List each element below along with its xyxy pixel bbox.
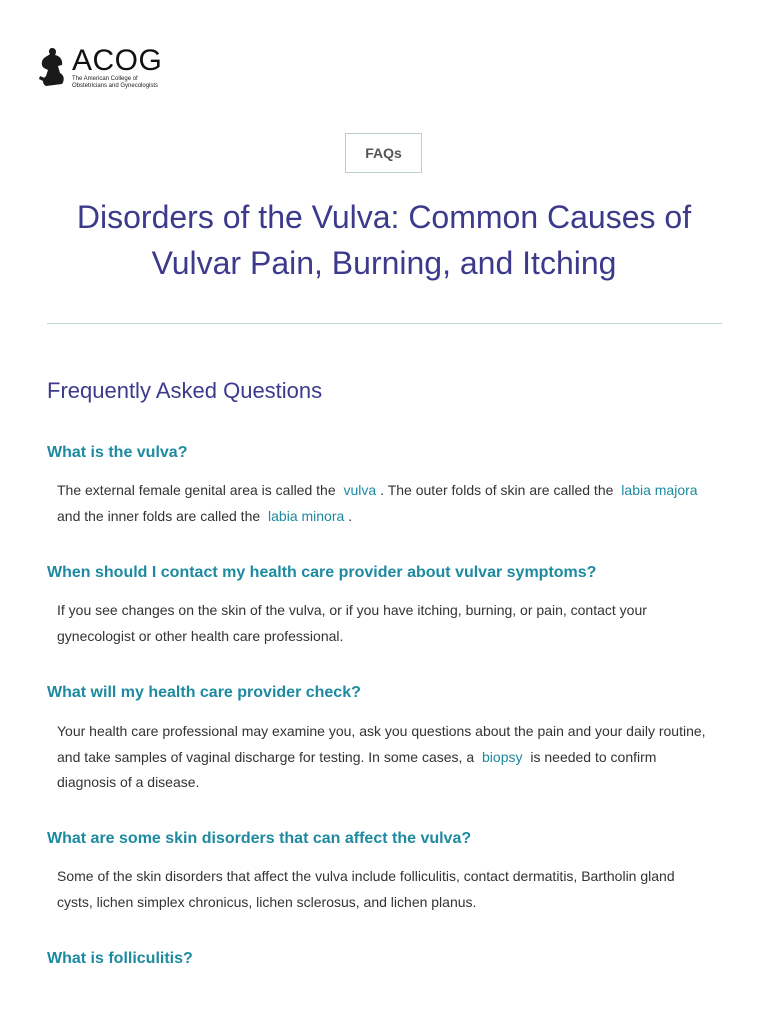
answer-text: is needed to confirm diagnosis of a disease. — [57, 748, 657, 790]
answer-text: and the inner folds are called the — [57, 507, 261, 524]
page-title: Disorders of the Vulva: Common Causes of Vulvar Pain, Burning, and Itching — [76, 199, 692, 281]
answer-text: . The outer folds of skin are called the — [380, 482, 614, 498]
logo-wordmark: ACOG — [72, 44, 163, 77]
title-divider — [47, 323, 722, 324]
faq-question: What is the vulva? — [47, 444, 188, 461]
faq-question: What are some skin disorders that can affect the vulva? — [47, 830, 472, 847]
faq-answer: If you see changes on the skin of the vulva, or if you have itching, burning, or pain, contact your gynecologist or other health care professional. — [57, 602, 647, 644]
faqs-badge[interactable]: FAQs — [345, 133, 422, 173]
faq-question: When should I contact my health care provider about vulvar symptoms? — [47, 564, 597, 581]
answer-text: The external female genital area is called the — [57, 482, 336, 498]
faq-question: What is folliculitis? — [47, 950, 193, 967]
answer-text: Your health care professional may examine you, ask you questions about the pain and your daily routine, and take samples of vaginal discharge for testing. In some cases, a — [57, 723, 706, 765]
faq-answer: Some of the skin disorders that affect the vulva include folliculitis, contact dermatitis, Bartholin gland cysts, lichen simplex chronicus, lichen sclerosus, and lichen planus. — [57, 868, 675, 910]
faq-question: What will my health care provider check? — [47, 684, 361, 701]
link-vulva[interactable]: vulva — [343, 482, 377, 498]
logo-subtitle: The American College of Obstetricians and Gynecologists — [72, 76, 159, 89]
faq-answer — [57, 478, 717, 529]
section-heading: Frequently Asked Questions — [47, 378, 323, 403]
link-labia-minora[interactable]: labia minora — [268, 507, 345, 524]
acog-figure-icon — [38, 46, 68, 88]
link-biopsy[interactable]: biopsy — [482, 748, 523, 765]
answer-text: . — [348, 507, 353, 524]
acog-logo[interactable] — [38, 46, 167, 90]
link-labia-majora[interactable]: labia majora — [621, 482, 698, 498]
faq-answer — [57, 719, 717, 796]
